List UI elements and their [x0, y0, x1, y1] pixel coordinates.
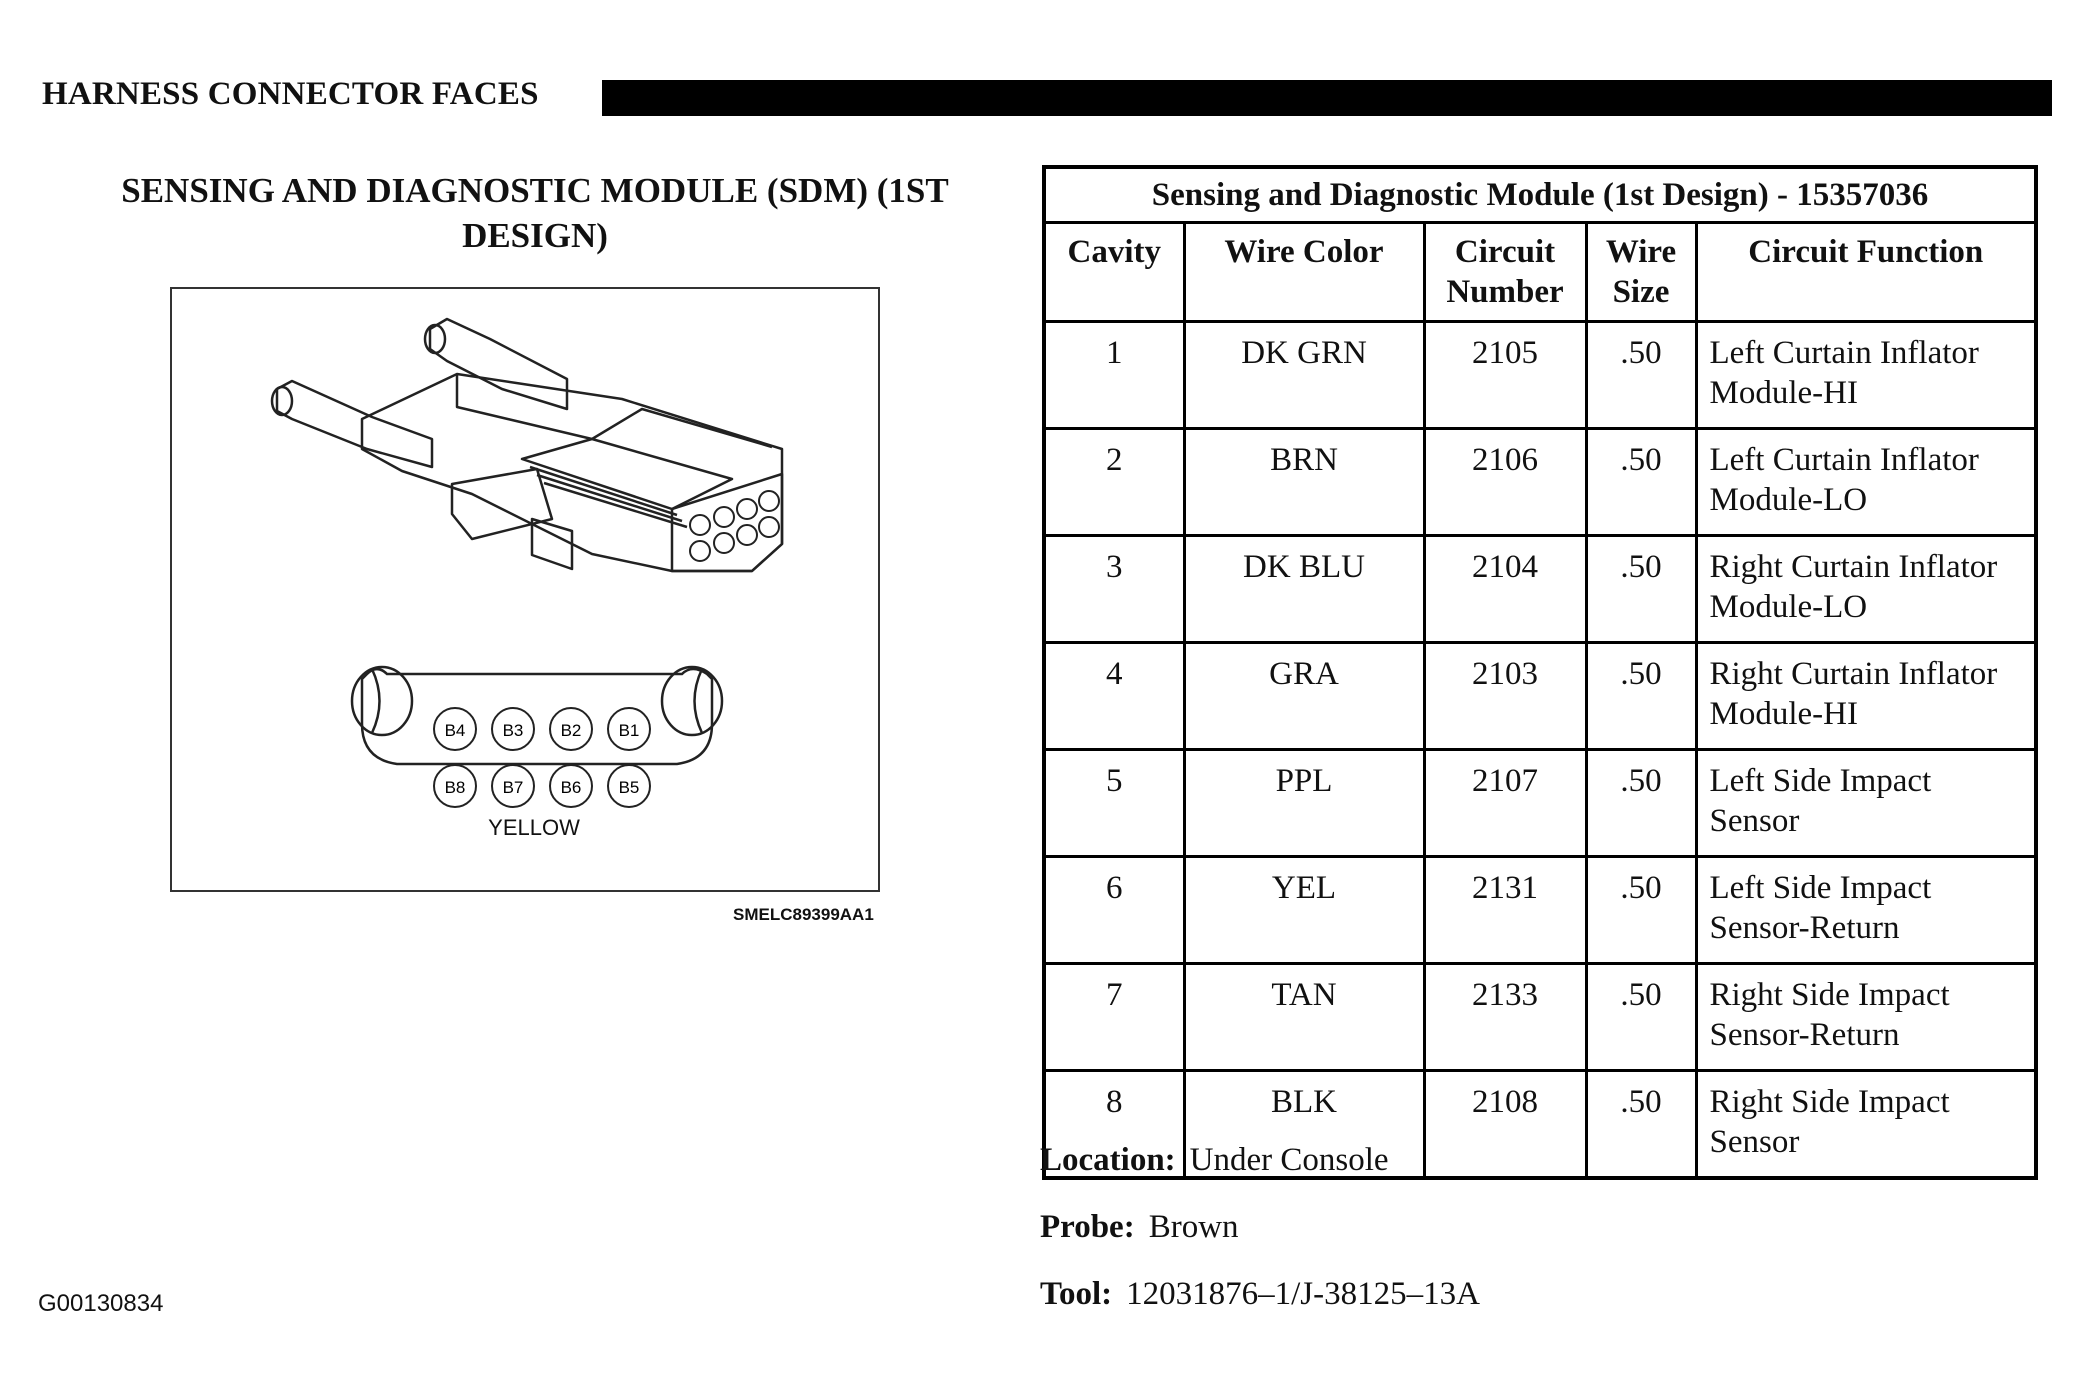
cell-cavity: 1 — [1044, 322, 1184, 429]
cell-wire-color: DK BLU — [1184, 536, 1424, 643]
cell-cavity: 4 — [1044, 643, 1184, 750]
circuit-function-line-1: Left Curtain Inflator — [1709, 442, 1979, 478]
cell-wire-color: GRA — [1184, 643, 1424, 750]
circuit-function-line-2: Sensor-Return — [1709, 1017, 1900, 1053]
table-row — [1044, 536, 2036, 643]
circuit-function-line-1: Right Side Impact — [1709, 1084, 1950, 1120]
header-wire-color: Wire Color — [1184, 223, 1424, 322]
header-wire-size: Wire Size — [1586, 223, 1696, 322]
pin-label: B2 — [560, 721, 582, 740]
location-value: Under Console — [1189, 1142, 1389, 1178]
cell-wire-color: YEL — [1184, 857, 1424, 964]
cell-cavity: 8 — [1044, 1071, 1184, 1179]
header-bar — [602, 80, 2052, 116]
cell-wire-color: DK GRN — [1184, 322, 1424, 429]
pinout-table — [1042, 165, 2038, 1180]
pin-label: B6 — [560, 778, 582, 797]
probe-label: Probe: — [1040, 1209, 1135, 1245]
connector-color-label: YELLOW — [488, 815, 580, 840]
circuit-function-line-2: Sensor — [1709, 1124, 1800, 1160]
table-row — [1044, 964, 2036, 1071]
table-row — [1044, 429, 2036, 536]
tool-value: 12031876–1/J-38125–13A — [1126, 1276, 1480, 1312]
cell-wire-size: .50 — [1586, 750, 1696, 857]
cell-circuit-function — [1696, 536, 2036, 643]
cell-wire-size: .50 — [1586, 1071, 1696, 1179]
circuit-function-line-2: Sensor — [1709, 803, 1800, 839]
circuit-function-line-1: Left Curtain Inflator — [1709, 335, 1979, 371]
cell-circuit-number: 2104 — [1424, 536, 1586, 643]
cell-circuit-function — [1696, 643, 2036, 750]
cell-wire-size: .50 — [1586, 536, 1696, 643]
header-circuit-number: Circuit Number — [1424, 223, 1586, 322]
cell-circuit-number: 2133 — [1424, 964, 1586, 1071]
pin-label: B1 — [618, 721, 640, 740]
circuit-function-line-1: Right Curtain Inflator — [1709, 549, 1998, 585]
table-row — [1044, 643, 2036, 750]
cell-wire-color: BRN — [1184, 429, 1424, 536]
cell-cavity: 2 — [1044, 429, 1184, 536]
cell-wire-size: .50 — [1586, 643, 1696, 750]
cell-wire-size: .50 — [1586, 964, 1696, 1071]
circuit-function-line-2: Module-LO — [1709, 482, 1868, 518]
circuit-function-line-1: Right Curtain Inflator — [1709, 656, 1998, 692]
probe-value: Brown — [1148, 1209, 1239, 1245]
front-cavities-drawing — [690, 491, 779, 561]
table-row — [1044, 750, 2036, 857]
pin-layout — [434, 708, 650, 807]
connector-face-outline — [352, 667, 722, 764]
cell-circuit-number: 2106 — [1424, 429, 1586, 536]
pin-label: B4 — [444, 721, 466, 740]
cell-wire-size: .50 — [1586, 322, 1696, 429]
cell-cavity: 6 — [1044, 857, 1184, 964]
document-code: G00130834 — [38, 1290, 164, 1317]
cell-wire-size: .50 — [1586, 429, 1696, 536]
table-caption: Sensing and Diagnostic Module (1st Design) - 15357036 — [1044, 167, 2036, 223]
location-label: Location: — [1040, 1142, 1176, 1178]
connector-illustration — [172, 289, 878, 890]
tool-info — [1040, 1276, 1480, 1313]
cell-circuit-function — [1696, 857, 2036, 964]
tool-label: Tool: — [1040, 1276, 1113, 1312]
pin-label: B7 — [502, 778, 524, 797]
cell-circuit-number: 2108 — [1424, 1071, 1586, 1179]
cell-circuit-number: 2105 — [1424, 322, 1586, 429]
cell-wire-color: TAN — [1184, 964, 1424, 1071]
cell-circuit-function — [1696, 322, 2036, 429]
header-cavity: Cavity — [1044, 223, 1184, 322]
cell-wire-color: BLK — [1184, 1071, 1424, 1179]
location-info — [1040, 1142, 1389, 1179]
cell-circuit-number: 2131 — [1424, 857, 1586, 964]
cell-circuit-function — [1696, 750, 2036, 857]
circuit-function-line-2: Module-HI — [1709, 375, 1858, 411]
cell-circuit-function — [1696, 964, 2036, 1071]
probe-info — [1040, 1209, 1239, 1246]
circuit-function-line-2: Module-HI — [1709, 696, 1858, 732]
circuit-function-line-1: Left Side Impact — [1709, 763, 1932, 799]
circuit-function-line-1: Left Side Impact — [1709, 870, 1932, 906]
cell-cavity: 3 — [1044, 536, 1184, 643]
cell-circuit-number: 2103 — [1424, 643, 1586, 750]
circuit-function-line-2: Module-LO — [1709, 589, 1868, 625]
cell-circuit-function — [1696, 429, 2036, 536]
circuit-function-line-1: Right Side Impact — [1709, 977, 1950, 1013]
cell-cavity: 7 — [1044, 964, 1184, 1071]
page-header-title: HARNESS CONNECTOR FACES — [42, 76, 539, 112]
pin-label: B5 — [618, 778, 640, 797]
header-circuit-function: Circuit Function — [1696, 223, 2036, 322]
pin-label: B3 — [502, 721, 524, 740]
cell-wire-size: .50 — [1586, 857, 1696, 964]
cell-circuit-function — [1696, 1071, 2036, 1179]
figure-code: SMELC89399AA1 — [733, 905, 874, 924]
cell-circuit-number: 2107 — [1424, 750, 1586, 857]
circuit-function-line-2: Sensor-Return — [1709, 910, 1900, 946]
cell-cavity: 5 — [1044, 750, 1184, 857]
table-row — [1044, 322, 2036, 429]
section-title: SENSING AND DIAGNOSTIC MODULE (SDM) (1ST DESIGN) — [121, 171, 949, 255]
connector-diagram — [170, 287, 880, 892]
table-row — [1044, 857, 2036, 964]
cell-wire-color: PPL — [1184, 750, 1424, 857]
pin-label: B8 — [444, 778, 466, 797]
